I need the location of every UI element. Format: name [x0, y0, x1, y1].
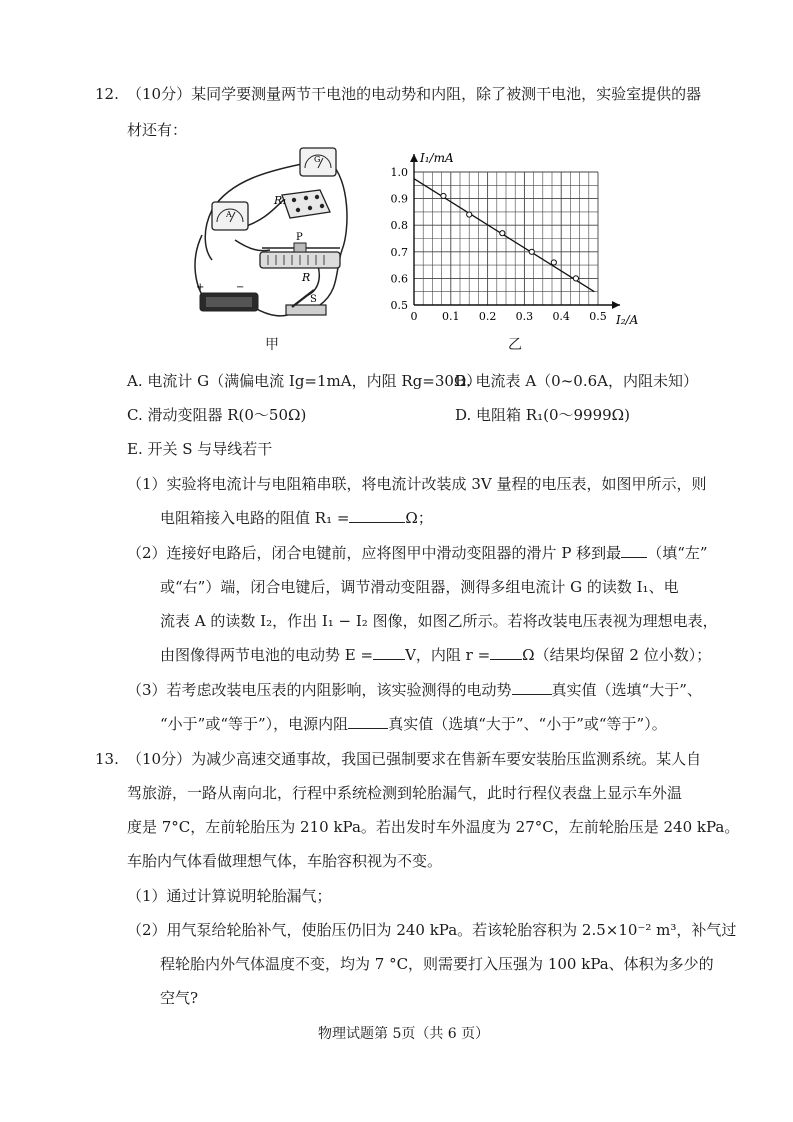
circuit-figure-jia: [190, 140, 360, 335]
switch-S: [286, 290, 326, 315]
q12-part2-line2: 或“右”）端，闭合电键后，调节滑动变阻器，测得多组电流计 G 的读数 I₁、电: [160, 578, 679, 596]
rheostat-R: [260, 232, 340, 284]
option-d: D. 电阻箱 R₁(0～9999Ω): [455, 406, 630, 424]
q12-part3-text-c: “小于”或“等于”），电源内阻: [160, 715, 349, 733]
q12-part3-line2: [160, 714, 667, 734]
q13-line2: 驾旅游，一路从南向北，行程中系统检测到轮胎漏气，此时行程仪表盘上显示车外温: [127, 784, 683, 802]
q12-part2-line3: 流表 A 的读数 I₂，作出 I₁ − I₂ 图像，如图乙所示。若将改装电压表视为理想电表，: [160, 612, 718, 630]
resistance-box-R1: [273, 190, 330, 218]
switch-label: S: [310, 294, 317, 305]
q12-part1-line2: [160, 508, 433, 528]
q12-part2-line1: [127, 543, 708, 563]
fig-yi-caption: 乙: [508, 337, 522, 353]
q12-number: 12.: [95, 85, 119, 103]
y-axis-arrow: [410, 154, 418, 162]
x-tick-label: 0: [410, 310, 418, 323]
q13-line4: 车胎内气体看做理想气体，车胎容积视为不变。: [127, 852, 443, 870]
x-tick-label: 0.4: [552, 310, 570, 323]
option-b: B. 电流表 A（0~0.6A，内阻未知）: [455, 372, 698, 390]
answer-blank-resistance-compare[interactable]: [348, 714, 388, 729]
fig-jia-caption: 甲: [265, 337, 279, 353]
q12-part2-text-a: （2）连接好电路后，闭合电键前，应将图甲中滑动变阻器的滑片 P 移到最: [127, 544, 622, 562]
graph-ylabel: I₁/mA: [420, 151, 454, 165]
answer-blank-emf-compare[interactable]: [512, 680, 552, 695]
data-point: [467, 212, 472, 217]
x-tick-label: 0.2: [478, 310, 497, 323]
battery-minus-label: −: [236, 282, 245, 293]
answer-blank-R1[interactable]: [349, 508, 405, 523]
y-tick-label: 0.8: [390, 219, 408, 233]
y-tick-label: 0.5: [390, 299, 408, 312]
galvanometer-G: [300, 148, 336, 176]
answer-blank-direction[interactable]: [621, 543, 647, 558]
x-tick-label: 0.3: [515, 310, 534, 323]
q12-part3-text-b: 真实值（选填“大于”、: [551, 681, 702, 699]
data-point: [500, 231, 505, 236]
q13-part2-line1: （2）用气泵给轮胎补气，使胎压仍旧为 240 kPa。若该轮胎容积为 2.5×10⁻² m³，补气过: [127, 921, 737, 939]
y-tick-label: 1.0: [390, 166, 408, 179]
q13-part2-line2: 程轮胎内外气体温度不变，均为 7 °C，则需要打入压强为 100 kPa、体积为多少的: [160, 955, 714, 973]
data-point: [441, 193, 446, 198]
data-point: [529, 249, 534, 254]
data-point: [551, 260, 556, 265]
y-tick-label: 0.6: [390, 272, 408, 286]
option-a: A. 电流计 G（满偏电流 Ig=1mA，内阻 Rg=30Ω）: [127, 372, 482, 390]
graph-points: [441, 193, 579, 281]
answer-blank-internal-resistance[interactable]: [490, 645, 522, 660]
page-footer: 物理试题第 5页（共 6 页）: [318, 1026, 490, 1042]
x-tick-label: 0.5: [589, 310, 607, 323]
option-c: C. 滑动变阻器 R(0～50Ω): [127, 406, 307, 424]
y-tick-label: 0.7: [390, 245, 408, 259]
q12-part2-text-d: V，内阻 r =: [405, 646, 491, 664]
ammeter-label: A: [226, 210, 232, 219]
q12-part2-text-c: 由图像得两节电池的电动势 E =: [160, 646, 374, 664]
q12-part2-text-b: （填“左”: [647, 544, 708, 562]
data-point: [573, 276, 578, 281]
answer-blank-emf[interactable]: [373, 645, 405, 660]
q12-stem-line2: 材还有：: [127, 121, 188, 139]
graph-figure-yi: [380, 146, 650, 336]
q13-part1: （1）通过计算说明轮胎漏气；: [127, 887, 332, 905]
q12-part3-text-a: （3）若考虑改装电压表的内阻影响，该实验测得的电动势: [127, 681, 512, 699]
battery-plus-label: +: [196, 282, 205, 293]
q12-part1-line1: （1）实验将电流计与电阻箱串联，将电流计改装成 3V 量程的电压表，如图甲所示，则: [127, 475, 707, 493]
q13-line3: 度是 7°C，左前轮胎压为 210 kPa。若出发时车外温度为 27°C，左前轮胎压是 240 kPa。: [127, 818, 740, 836]
battery: [196, 282, 258, 311]
galvanometer-label: G: [314, 155, 321, 164]
q12-part1-text-a: 电阻箱接入电路的阻值 R₁ =: [160, 509, 350, 527]
slider-label: P: [296, 232, 303, 243]
q12-part1-text-b: Ω；: [405, 509, 433, 527]
q12-part3-line1: [127, 680, 702, 700]
q12-part2-text-e: Ω（结果均保留 2 位小数）；: [522, 646, 712, 664]
resistance-box-label: R₁: [274, 194, 287, 207]
x-axis-arrow: [612, 301, 620, 309]
graph-xlabel: I₂/A: [616, 313, 639, 327]
option-e: E. 开关 S 与导线若干: [127, 440, 273, 458]
q13-line1: （10分）为减少高速交通事故，我国已强制要求在售新车要安装胎压监测系统。某人自: [127, 750, 702, 768]
graph-grid: [414, 172, 598, 305]
rheostat-label: R: [302, 271, 311, 284]
q12-part3-text-d: 真实值（选填“大于”、“小于”或“等于”）。: [388, 715, 667, 733]
q13-number: 13.: [95, 750, 119, 768]
q12-part2-line4: [160, 645, 711, 665]
ammeter-A: [212, 202, 248, 230]
q13-part2-line3: 空气?: [160, 989, 199, 1007]
y-tick-label: 0.9: [390, 192, 408, 206]
x-tick-label: 0.1: [442, 310, 460, 323]
q12-stem-line1: （10分）某同学要测量两节干电池的电动势和内阻，除了被测干电池，实验室提供的器: [127, 85, 702, 103]
